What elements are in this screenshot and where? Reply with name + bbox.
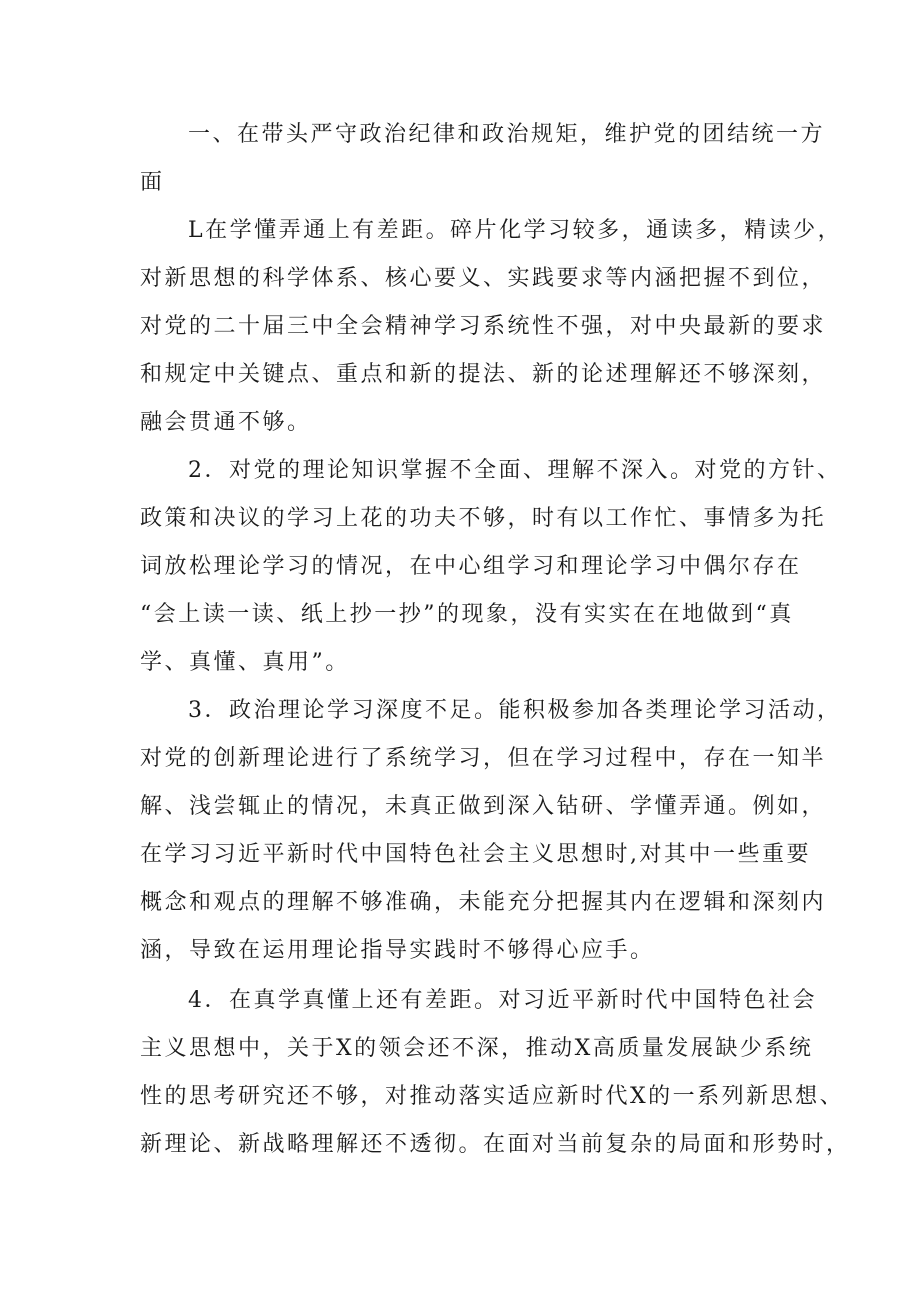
paragraph-3-line-3: 解、浅尝辄止的情况，未真正做到深入钻研、学懂弄通。例如， bbox=[140, 794, 827, 819]
paragraph-2-line-5: 学、真懂、真用”。 bbox=[140, 650, 350, 675]
paragraph-3-line-6: 涵，导致在运用理论指导实践时不够得心应手。 bbox=[140, 938, 655, 963]
paragraph-1-line-2: 对新思想的科学体系、核心要义、实践要求等内涵把握不到位， bbox=[140, 266, 827, 291]
paragraph-3-line-1: 3．政治理论学习深度不足。能积极参加各类理论学习活动， bbox=[188, 698, 842, 723]
heading-line-2: 面 bbox=[140, 170, 165, 195]
paragraph-3-line-2: 对党的创新理论进行了系统学习，但在学习过程中，存在一知半 bbox=[140, 746, 827, 771]
paragraph-1-line-4: 和规定中关键点、重点和新的提法、新的论述理解还不够深刻， bbox=[140, 362, 827, 387]
paragraph-2-line-4: “会上读一读、纸上抄一抄”的现象，没有实实在在地做到“真 bbox=[140, 602, 794, 627]
paragraph-4-line-4: 新理论、新战略理解还不透彻。在面对当前复杂的局面和形势时， bbox=[140, 1132, 851, 1157]
paragraph-3-line-5: 概念和观点的理解不够准确，未能充分把握其内在逻辑和深刻内 bbox=[140, 890, 827, 915]
paragraph-1-line-5: 融会贯通不够。 bbox=[140, 410, 312, 435]
paragraph-4-line-3: 性的思考研究还不够，对推动落实适应新时代X的一系列新思想、 bbox=[140, 1084, 845, 1109]
paragraph-3-line-4: 在学习习近平新时代中国特色社会主义思想时,对其中一些重要 bbox=[140, 842, 811, 867]
paragraph-4-line-2: 主义思想中，关于X的领会还不深，推动X高质量发展缺少系统 bbox=[140, 1036, 814, 1061]
paragraph-2-line-2: 政策和决议的学习上花的功夫不够，时有以工作忙、事情多为托 bbox=[140, 506, 827, 531]
paragraph-1-line-3: 对党的二十届三中全会精神学习系统性不强，对中央最新的要求 bbox=[140, 314, 827, 339]
paragraph-2-line-1: 2．对党的理论知识掌握不全面、理解不深入。对党的方针、 bbox=[188, 458, 842, 483]
paragraph-4-line-1: 4．在真学真懂上还有差距。对习近平新时代中国特色社会 bbox=[188, 988, 817, 1013]
paragraph-2-line-3: 词放松理论学习的情况，在中心组学习和理论学习中偶尔存在 bbox=[140, 554, 802, 579]
heading-line-1: 一、在带头严守政治纪律和政治规矩，维护党的团结统一方 bbox=[188, 122, 826, 147]
paragraph-1-line-1: L在学懂弄通上有差距。碎片化学习较多，通读多，精读少， bbox=[188, 218, 843, 243]
